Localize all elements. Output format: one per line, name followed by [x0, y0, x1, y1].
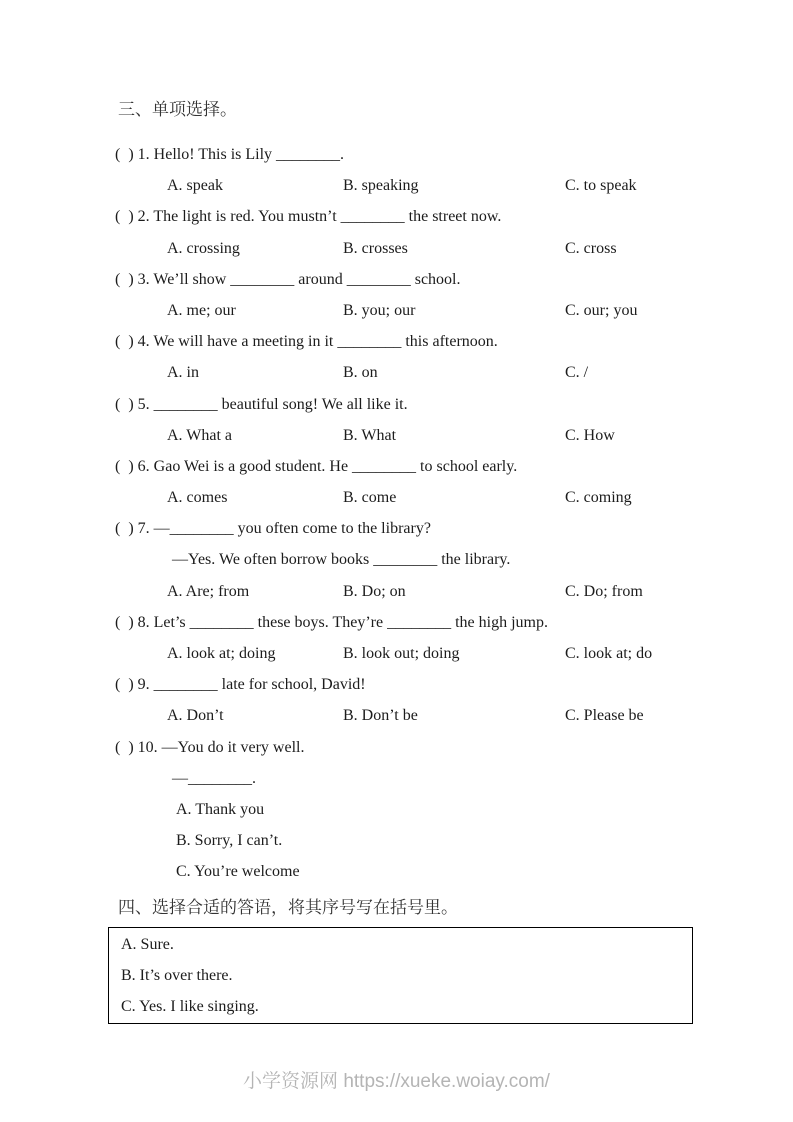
question-block — [115, 326, 775, 388]
question-text: ( ) 5. ________ beautiful song! We all like it. — [115, 395, 408, 413]
multiple-choice-questions — [115, 139, 775, 888]
option-b: B. Do; on — [343, 582, 406, 600]
question-text: ( ) 8. Let’s ________ these boys. They’re ________ the high jump. — [115, 613, 548, 631]
option-b: B. come — [343, 489, 397, 507]
section3-title: 三、单项选择。 — [118, 100, 237, 119]
question-block — [115, 732, 775, 888]
answer-option-a: A. Sure. — [121, 936, 174, 953]
option-c: C. our; you — [565, 301, 638, 319]
question-text: ( ) 4. We will have a meeting in it ________ this afternoon. — [115, 333, 498, 351]
question-text: ( ) 7. —________ you often come to the library? — [115, 520, 431, 538]
option-a: A. crossing — [167, 239, 240, 257]
answer-option-c: C. Yes. I like singing. — [121, 998, 259, 1015]
option-c: C. Do; from — [565, 582, 643, 600]
question-text: —________. — [172, 769, 256, 787]
question-text: ( ) 2. The light is red. You mustn’t ________ the street now. — [115, 208, 502, 226]
option-b: B. Sorry, I can’t. — [176, 832, 283, 850]
option-c: C. coming — [565, 489, 632, 507]
question-text: —Yes. We often borrow books ________ the library. — [172, 551, 511, 569]
question-text: ( ) 3. We’ll show ________ around ________ school. — [115, 270, 461, 288]
option-a: A. What a — [167, 426, 233, 444]
options-row — [115, 357, 775, 388]
option-a: A. look at; doing — [167, 645, 276, 662]
option-b: B. What — [343, 426, 397, 444]
question-text: ( ) 10. —You do it very well. — [115, 738, 305, 756]
option-b: B. you; our — [343, 301, 416, 319]
option-a: A. comes — [167, 489, 228, 507]
option-a: A. Don’t — [167, 707, 224, 725]
answer-options-box — [108, 927, 693, 1024]
question-block — [115, 607, 775, 669]
option-a: A. me; our — [167, 301, 236, 319]
options-row — [115, 576, 775, 607]
answer-option-b: B. It’s over there. — [121, 967, 233, 984]
option-b: B. Don’t be — [343, 707, 418, 725]
option-c: C. cross — [565, 239, 617, 257]
options-row — [115, 700, 775, 731]
option-c: C. Please be — [565, 707, 644, 725]
question-text: ( ) 1. Hello! This is Lily ________. — [115, 146, 345, 163]
option-a: A. Thank you — [176, 800, 265, 818]
option-b: B. on — [343, 364, 378, 382]
question-block — [115, 513, 775, 607]
question-block — [115, 139, 775, 201]
question-text: ( ) 9. ________ late for school, David! — [115, 676, 366, 694]
option-a: A. Are; from — [167, 582, 250, 600]
question-block — [115, 264, 775, 326]
watermark-footer: 小学资源网 https://xueke.woiay.com/ — [243, 1071, 550, 1092]
option-c: C. / — [565, 364, 589, 382]
options-row — [115, 482, 775, 513]
option-a: A. in — [167, 364, 199, 382]
question-block — [115, 201, 775, 263]
option-c: C. look at; do — [565, 645, 653, 662]
options-row — [115, 170, 775, 201]
options-row — [115, 420, 775, 451]
option-b: B. look out; doing — [343, 645, 460, 662]
option-c: C. You’re welcome — [176, 863, 300, 881]
option-a: A. speak — [167, 177, 223, 195]
option-c: C. How — [565, 426, 615, 444]
option-c: C. to speak — [565, 177, 637, 195]
option-b: B. crosses — [343, 239, 408, 257]
section4-title: 四、选择合适的答语，将其序号写在括号里。 — [118, 898, 458, 917]
options-row — [115, 638, 775, 669]
options-row — [115, 295, 775, 326]
question-block — [115, 669, 775, 731]
question-block — [115, 451, 775, 513]
option-b: B. speaking — [343, 177, 419, 195]
question-block — [115, 389, 775, 451]
question-text: ( ) 6. Gao Wei is a good student. He ________ to school early. — [115, 457, 518, 475]
options-row — [115, 233, 775, 264]
